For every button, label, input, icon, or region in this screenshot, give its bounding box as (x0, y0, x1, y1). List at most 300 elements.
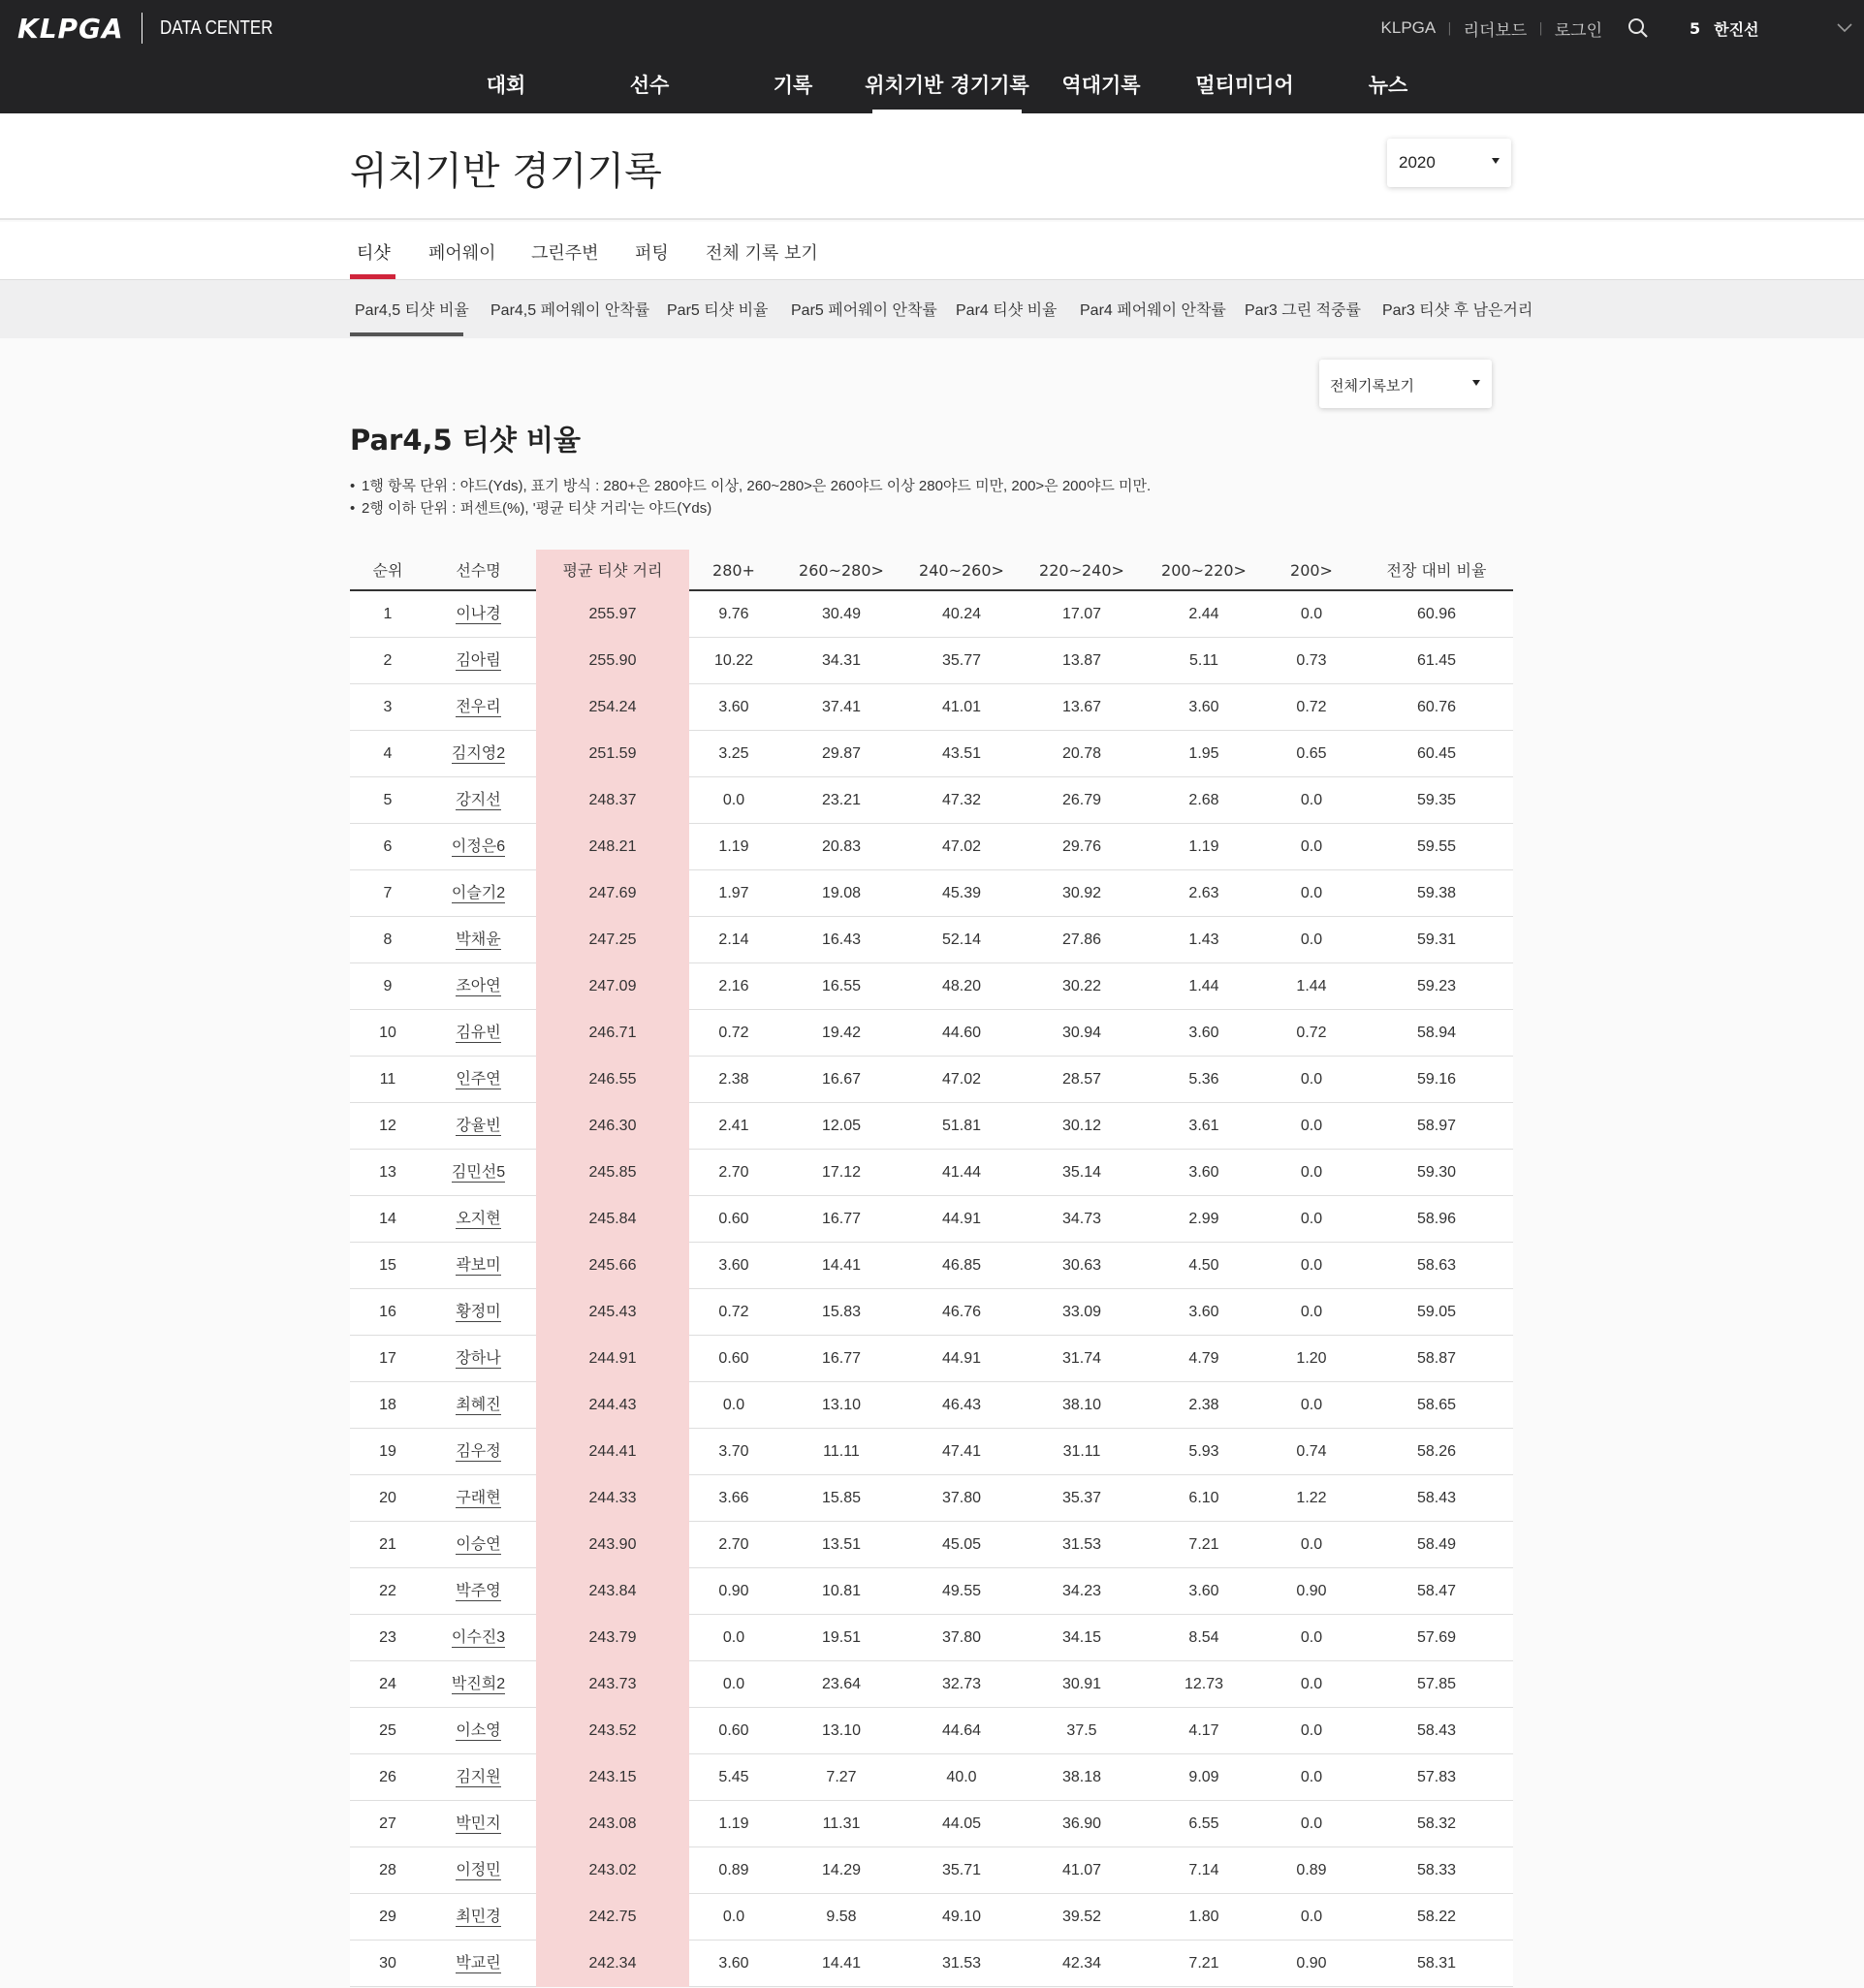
cell-rank: 12 (379, 1118, 396, 1134)
cell-240-260: 46.43 (941, 1397, 982, 1413)
cell-260-280: 13.10 (821, 1397, 862, 1413)
cell-200-220: 12.73 (1184, 1676, 1224, 1692)
cell-280plus: 5.45 (718, 1769, 749, 1785)
cell-200-220: 3.61 (1188, 1118, 1219, 1134)
cell-avg-distance: 246.71 (536, 1010, 689, 1057)
player-link[interactable]: 강지선 (456, 792, 501, 808)
cell-rank: 15 (379, 1257, 396, 1274)
cell-rank: 8 (383, 931, 393, 948)
player-link[interactable]: 곽보미 (456, 1257, 501, 1274)
cell-200minus: 0.73 (1296, 652, 1327, 669)
cell-200minus: 0.0 (1300, 1815, 1323, 1832)
cell-240-260: 47.02 (941, 1071, 982, 1088)
table-row (350, 824, 1513, 870)
cell-player (426, 1568, 531, 1615)
cell-260-280: 15.83 (821, 1304, 862, 1320)
cell-200-220: 7.21 (1188, 1955, 1219, 1972)
cell-200minus: 0.89 (1296, 1862, 1327, 1878)
cell-200minus: 0.0 (1300, 1164, 1323, 1181)
cell-avg-distance: 244.41 (536, 1429, 689, 1475)
cell-200minus: 0.0 (1300, 1071, 1323, 1088)
cell-280plus: 0.60 (718, 1722, 749, 1739)
table-row (350, 1522, 1513, 1568)
nav-location-records[interactable]: 위치기반 경기기록 (865, 68, 1029, 113)
player-link[interactable]: 최혜진 (456, 1397, 501, 1413)
cell-ratio: 60.45 (1416, 745, 1457, 762)
cell-avg-distance: 251.59 (536, 731, 689, 777)
col-header-240-260[interactable]: 240~260> (919, 561, 1004, 580)
cell-220-240: 35.14 (1061, 1164, 1102, 1181)
cell-280plus: 3.66 (718, 1490, 749, 1506)
view-select-value: 전체기록보기 (1330, 377, 1414, 394)
cell-240-260: 52.14 (941, 931, 982, 948)
player-link[interactable]: 황정미 (456, 1304, 501, 1320)
cell-200-220: 1.19 (1188, 838, 1219, 855)
cell-player (426, 1941, 531, 1987)
cell-avg-distance: 247.69 (536, 870, 689, 917)
cell-260-280: 17.12 (821, 1164, 862, 1181)
col-header-200minus[interactable]: 200> (1290, 561, 1333, 580)
cell-player (426, 1615, 531, 1661)
player-link[interactable]: 김아림 (456, 652, 501, 669)
cell-200-220: 4.17 (1188, 1722, 1219, 1739)
cell-ratio: 59.35 (1416, 792, 1457, 808)
cell-ratio: 58.47 (1416, 1583, 1457, 1599)
cell-rank: 24 (379, 1676, 396, 1692)
player-link[interactable]: 구래현 (456, 1490, 501, 1506)
table-row (350, 1708, 1513, 1754)
player-link[interactable]: 이정은6 (451, 838, 506, 855)
subtab-par4-teeshot[interactable]: Par4 티샷 비율 (956, 302, 1058, 319)
cell-220-240: 13.87 (1061, 652, 1102, 669)
cell-240-260: 45.05 (941, 1536, 982, 1553)
cell-260-280: 23.21 (821, 792, 862, 808)
cell-240-260: 37.80 (941, 1490, 982, 1506)
cell-player (426, 1196, 531, 1243)
cell-240-260: 35.77 (941, 652, 982, 669)
cell-avg-distance: 243.84 (536, 1568, 689, 1615)
col-header-ratio[interactable]: 전장 대비 비율 (1386, 561, 1487, 580)
cell-240-260: 31.53 (941, 1955, 982, 1972)
col-header-player: 선수명 (456, 561, 501, 580)
cell-260-280: 15.85 (821, 1490, 862, 1506)
cell-ratio: 58.63 (1416, 1257, 1457, 1274)
util-divider: | (1447, 20, 1452, 36)
cell-200minus: 0.0 (1300, 1629, 1323, 1646)
cell-200minus: 0.0 (1300, 885, 1323, 901)
table-row (350, 591, 1513, 638)
player-link[interactable]: 장하나 (456, 1350, 501, 1367)
table-row (350, 1941, 1513, 1987)
cell-260-280: 10.81 (821, 1583, 862, 1599)
col-header-220-240[interactable]: 220~240> (1039, 561, 1124, 580)
cell-avg-distance: 248.21 (536, 824, 689, 870)
cell-rank: 14 (379, 1211, 396, 1227)
cell-200-220: 7.14 (1188, 1862, 1219, 1878)
player-link[interactable]: 전우리 (456, 699, 501, 715)
nav-records[interactable]: 기록 (773, 74, 813, 97)
player-link[interactable]: 이정민 (456, 1862, 501, 1878)
cell-240-260: 47.41 (941, 1443, 982, 1460)
cell-260-280: 23.64 (821, 1676, 862, 1692)
cell-280plus: 3.60 (718, 1257, 749, 1274)
player-link[interactable]: 강율빈 (456, 1118, 501, 1134)
cell-280plus: 0.0 (722, 1909, 745, 1925)
cell-240-260: 41.01 (941, 699, 982, 715)
subtab-par4-fairway[interactable]: Par4 페어웨이 안착률 (1080, 302, 1226, 319)
cell-200-220: 2.68 (1188, 792, 1219, 808)
cell-rank: 26 (379, 1769, 396, 1785)
player-name: 한진선 (1714, 19, 1759, 39)
cell-rank: 17 (379, 1350, 396, 1367)
cell-ratio: 58.94 (1416, 1025, 1457, 1041)
table-row (350, 870, 1513, 917)
table-row (350, 1894, 1513, 1941)
cell-220-240: 41.07 (1061, 1862, 1102, 1878)
player-link[interactable]: 최민경 (456, 1909, 501, 1925)
cell-200-220: 4.50 (1188, 1257, 1219, 1274)
col-header-260-280[interactable]: 260~280> (799, 561, 884, 580)
table-row (350, 638, 1513, 684)
table-row (350, 1010, 1513, 1057)
cell-200-220: 1.44 (1188, 978, 1219, 994)
cell-240-260: 49.10 (941, 1909, 982, 1925)
table-row (350, 684, 1513, 731)
cell-240-260: 40.24 (941, 606, 982, 622)
player-link[interactable]: 김지영2 (451, 745, 506, 762)
cell-player (426, 1150, 531, 1196)
cell-280plus: 2.14 (718, 931, 749, 948)
cell-ratio: 58.87 (1416, 1350, 1457, 1367)
cell-240-260: 43.51 (941, 745, 982, 762)
cell-200-220: 3.60 (1188, 699, 1219, 715)
cell-200-220: 6.55 (1188, 1815, 1219, 1832)
nav-players[interactable]: 선수 (629, 74, 670, 97)
cell-280plus: 0.0 (722, 1629, 745, 1646)
player-link[interactable]: 박채윤 (456, 931, 501, 948)
cell-ratio: 60.96 (1416, 606, 1457, 622)
cell-240-260: 37.80 (941, 1629, 982, 1646)
player-number: 5 (1690, 18, 1701, 38)
subtab-par3-green[interactable]: Par3 그린 적중률 (1245, 302, 1361, 319)
cell-260-280: 13.10 (821, 1722, 862, 1739)
cell-avg-distance: 248.37 (536, 777, 689, 824)
cell-200minus: 0.0 (1300, 1118, 1323, 1134)
cell-200-220: 1.80 (1188, 1909, 1219, 1925)
cell-avg-distance: 243.08 (536, 1801, 689, 1847)
main-nav (434, 68, 1460, 113)
cell-rank: 18 (379, 1397, 396, 1413)
cell-200minus: 0.90 (1296, 1955, 1327, 1972)
player-link[interactable]: 박교린 (456, 1955, 501, 1972)
cell-player (426, 1475, 531, 1522)
tab-fairway[interactable]: 페어웨이 (428, 243, 496, 264)
cell-rank: 22 (379, 1583, 396, 1599)
cell-avg-distance: 245.43 (536, 1289, 689, 1336)
cell-220-240: 34.23 (1061, 1583, 1102, 1599)
table-row (350, 1289, 1513, 1336)
cell-avg-distance: 242.34 (536, 1941, 689, 1987)
cell-rank: 28 (379, 1862, 396, 1878)
player-link[interactable]: 김지원 (456, 1769, 501, 1785)
cell-260-280: 16.55 (821, 978, 862, 994)
cell-200-220: 9.09 (1188, 1769, 1219, 1785)
view-select[interactable] (1319, 360, 1492, 408)
table-row (350, 1568, 1513, 1615)
cell-avg-distance: 243.15 (536, 1754, 689, 1801)
cell-avg-distance: 246.30 (536, 1103, 689, 1150)
cell-260-280: 16.43 (821, 931, 862, 948)
cell-260-280: 34.31 (821, 652, 862, 669)
cell-avg-distance: 245.85 (536, 1150, 689, 1196)
cell-240-260: 49.55 (941, 1583, 982, 1599)
cell-200minus: 0.0 (1300, 1909, 1323, 1925)
table-row (350, 1382, 1513, 1429)
cell-rank: 13 (379, 1164, 396, 1181)
table-row (350, 1336, 1513, 1382)
nav-multimedia[interactable]: 멀티미디어 (1195, 74, 1294, 97)
cell-200-220: 5.93 (1188, 1443, 1219, 1460)
cell-200minus: 0.0 (1300, 1769, 1323, 1785)
cell-220-240: 29.76 (1061, 838, 1102, 855)
table-row (350, 1475, 1513, 1522)
subtab-par3-remaining[interactable]: Par3 티샷 후 남은거리 (1382, 302, 1533, 319)
active-subtab-indicator (350, 332, 463, 336)
cell-player (426, 1522, 531, 1568)
subtab-par45-teeshot[interactable]: Par4,5 티샷 비율 (355, 302, 469, 319)
util-link-klpga[interactable]: KLPGA (1380, 18, 1437, 37)
cell-ratio: 59.31 (1416, 931, 1457, 948)
cell-240-260: 35.71 (941, 1862, 982, 1878)
cell-240-260: 32.73 (941, 1676, 982, 1692)
table-row (350, 917, 1513, 963)
col-header-avg-distance[interactable]: 평균 티샷 거리 (536, 550, 689, 591)
cell-280plus: 2.41 (718, 1118, 749, 1134)
cell-player (426, 591, 531, 638)
player-link[interactable]: 김우정 (456, 1443, 501, 1460)
nav-tournament[interactable]: 대회 (486, 74, 526, 97)
cell-avg-distance: 243.79 (536, 1615, 689, 1661)
cell-avg-distance: 244.33 (536, 1475, 689, 1522)
cell-avg-distance: 243.52 (536, 1708, 689, 1754)
player-link[interactable]: 오지현 (456, 1211, 501, 1227)
player-selector[interactable] (1690, 14, 1864, 43)
subtab-par5-fairway[interactable]: Par5 페어웨이 안착률 (791, 302, 937, 319)
cell-280plus: 2.38 (718, 1071, 749, 1088)
sub-tabs (0, 280, 1864, 338)
cell-200minus: 0.0 (1300, 1257, 1323, 1274)
cell-200-220: 2.63 (1188, 885, 1219, 901)
player-link[interactable]: 박진희2 (451, 1676, 506, 1692)
cell-260-280: 11.31 (822, 1815, 861, 1832)
nav-news[interactable]: 뉴스 (1368, 74, 1408, 97)
tab-putting[interactable]: 퍼팅 (635, 243, 669, 264)
records-table (350, 550, 1513, 1987)
cell-240-260: 44.91 (941, 1350, 982, 1367)
cell-220-240: 37.5 (1066, 1722, 1097, 1739)
cell-200-220: 3.60 (1188, 1583, 1219, 1599)
caret-down-icon (1492, 158, 1500, 164)
cell-ratio: 58.22 (1416, 1909, 1457, 1925)
cell-rank: 10 (379, 1025, 396, 1041)
cell-avg-distance: 246.55 (536, 1057, 689, 1103)
col-header-200-220[interactable]: 200~220> (1161, 561, 1247, 580)
note-item: • 2행 이하 단위 : 퍼센트(%), '평균 티샷 거리'는 야드(Yds) (350, 497, 1151, 520)
year-select[interactable] (1387, 139, 1511, 187)
cell-rank: 19 (379, 1443, 396, 1460)
notes (350, 475, 1151, 520)
cell-260-280: 16.77 (821, 1211, 862, 1227)
page-title: 위치기반 경기기록 (350, 149, 662, 194)
player-link[interactable]: 이슬기2 (451, 885, 506, 901)
cell-260-280: 14.29 (821, 1862, 862, 1878)
cell-ratio: 59.55 (1416, 838, 1457, 855)
cell-280plus: 0.0 (722, 1397, 745, 1413)
cell-200-220: 3.60 (1188, 1304, 1219, 1320)
cell-200minus: 0.0 (1300, 1397, 1323, 1413)
cell-260-280: 29.87 (821, 745, 862, 762)
cell-player (426, 1708, 531, 1754)
cell-rank: 3 (383, 699, 393, 715)
util-link-login[interactable]: 로그인 (1554, 20, 1602, 40)
cell-200minus: 0.0 (1300, 792, 1323, 808)
klpga-logo: KLPGA (17, 12, 124, 45)
search-icon[interactable] (1627, 17, 1649, 39)
cell-220-240: 30.92 (1061, 885, 1102, 901)
player-link[interactable]: 이수진3 (451, 1629, 506, 1646)
col-header-rank: 순위 (372, 561, 403, 580)
cell-player (426, 1429, 531, 1475)
nav-history[interactable]: 역대기록 (1061, 74, 1141, 97)
cell-200-220: 2.38 (1188, 1397, 1219, 1413)
cell-240-260: 44.91 (941, 1211, 982, 1227)
cell-ratio: 58.65 (1416, 1397, 1457, 1413)
table-row (350, 963, 1513, 1010)
cell-avg-distance: 247.25 (536, 917, 689, 963)
cell-240-260: 46.76 (941, 1304, 982, 1320)
cell-280plus: 3.25 (718, 745, 749, 762)
tab-green-around[interactable]: 그린주변 (531, 243, 599, 264)
player-link[interactable]: 박주영 (456, 1583, 501, 1599)
tab-all-records[interactable]: 전체 기록 보기 (706, 243, 818, 264)
cell-260-280: 19.51 (821, 1629, 862, 1646)
cell-rank: 25 (379, 1722, 396, 1739)
cell-220-240: 30.63 (1061, 1257, 1102, 1274)
cell-rank: 7 (383, 885, 393, 901)
cell-avg-distance: 247.09 (536, 963, 689, 1010)
cell-rank: 5 (383, 792, 393, 808)
category-tabs (0, 222, 1864, 280)
cell-260-280: 9.58 (826, 1909, 857, 1925)
cell-220-240: 34.73 (1061, 1211, 1102, 1227)
player-link[interactable]: 이승연 (456, 1536, 501, 1553)
cell-280plus: 1.97 (718, 885, 749, 901)
table-row (350, 777, 1513, 824)
cell-280plus: 3.70 (718, 1443, 749, 1460)
cell-280plus: 0.60 (718, 1350, 749, 1367)
cell-player (426, 731, 531, 777)
cell-ratio: 57.83 (1416, 1769, 1457, 1785)
cell-200-220: 3.60 (1188, 1164, 1219, 1181)
tab-teeshot[interactable]: 티샷 (357, 243, 391, 264)
cell-240-260: 44.60 (941, 1025, 982, 1041)
cell-rank: 6 (383, 838, 393, 855)
cell-260-280: 14.41 (821, 1257, 862, 1274)
cell-200-220: 4.79 (1188, 1350, 1219, 1367)
cell-avg-distance: 245.66 (536, 1243, 689, 1289)
cell-ratio: 59.38 (1416, 885, 1457, 901)
player-link[interactable]: 김민선5 (451, 1164, 506, 1181)
cell-ratio: 61.45 (1416, 652, 1457, 669)
cell-220-240: 20.78 (1061, 745, 1102, 762)
cell-260-280: 19.08 (821, 885, 862, 901)
cell-240-260: 47.32 (941, 792, 982, 808)
cell-220-240: 27.86 (1061, 931, 1102, 948)
cell-260-280: 37.41 (821, 699, 862, 715)
cell-rank: 9 (383, 978, 393, 994)
util-link-leaderboard[interactable]: 리더보드 (1463, 20, 1528, 40)
cell-200-220: 1.43 (1188, 931, 1219, 948)
active-tab-indicator (350, 274, 395, 279)
site-logo[interactable] (17, 12, 293, 45)
cell-260-280: 16.77 (821, 1350, 862, 1367)
caret-down-icon (1472, 380, 1480, 386)
cell-220-240: 31.53 (1061, 1536, 1102, 1553)
cell-200-220: 6.10 (1188, 1490, 1219, 1506)
cell-ratio: 58.43 (1416, 1722, 1457, 1739)
cell-player (426, 1336, 531, 1382)
cell-260-280: 7.27 (826, 1769, 857, 1785)
player-link[interactable]: 이소영 (456, 1722, 501, 1739)
player-link[interactable]: 박민지 (456, 1815, 501, 1832)
cell-260-280: 19.42 (821, 1025, 862, 1041)
cell-280plus: 2.70 (718, 1164, 749, 1181)
chevron-down-icon[interactable] (1825, 14, 1864, 43)
cell-280plus: 1.19 (718, 1815, 749, 1832)
cell-ratio: 59.23 (1416, 978, 1457, 994)
player-link[interactable]: 김유빈 (456, 1025, 501, 1041)
cell-200-220: 8.54 (1188, 1629, 1219, 1646)
cell-player (426, 638, 531, 684)
cell-220-240: 39.52 (1061, 1909, 1102, 1925)
cell-240-260: 51.81 (941, 1118, 982, 1134)
cell-240-260: 40.0 (946, 1769, 977, 1785)
player-link[interactable]: 이나경 (456, 606, 501, 622)
table-header (350, 550, 1513, 591)
cell-rank: 16 (379, 1304, 396, 1320)
player-link[interactable]: 조아연 (456, 978, 501, 994)
cell-ratio: 58.33 (1416, 1862, 1457, 1878)
cell-player (426, 1661, 531, 1708)
cell-280plus: 0.60 (718, 1211, 749, 1227)
col-header-280plus[interactable]: 280+ (712, 561, 755, 580)
cell-220-240: 30.94 (1061, 1025, 1102, 1041)
cell-200-220: 1.95 (1188, 745, 1219, 762)
cell-avg-distance: 254.24 (536, 684, 689, 731)
cell-200minus: 0.0 (1300, 1536, 1323, 1553)
cell-rank: 2 (383, 652, 393, 669)
cell-ratio: 58.26 (1416, 1443, 1457, 1460)
cell-200-220: 2.44 (1188, 606, 1219, 622)
cell-ratio: 58.49 (1416, 1536, 1457, 1553)
table-body (350, 591, 1513, 1987)
top-header (0, 0, 1864, 113)
utility-nav (1370, 14, 1864, 43)
player-link[interactable]: 인주연 (456, 1071, 501, 1088)
subtab-par5-teeshot[interactable]: Par5 티샷 비율 (667, 302, 769, 319)
cell-ratio: 58.31 (1416, 1955, 1457, 1972)
subtab-par45-fairway[interactable]: Par4,5 페어웨이 안착률 (490, 302, 650, 319)
